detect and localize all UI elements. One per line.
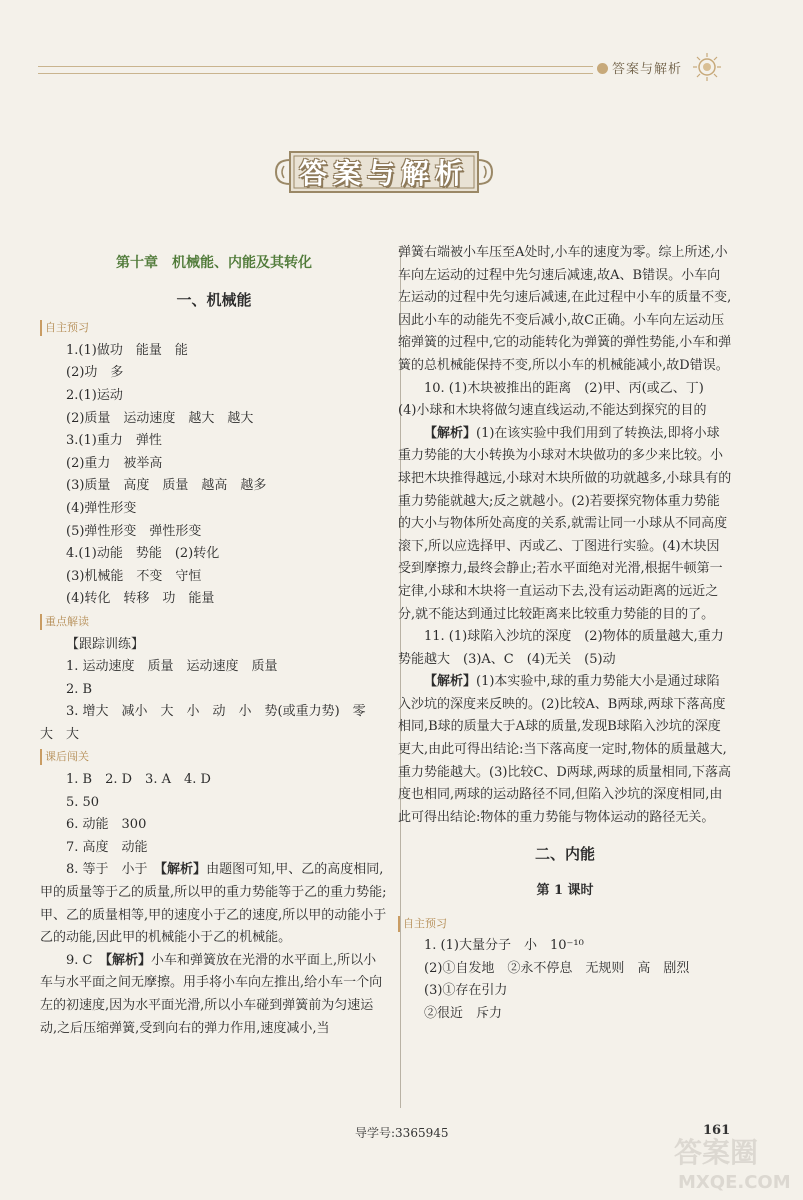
answer-paragraph: [40, 859, 388, 949]
analysis-tag: 【解析】: [160, 862, 207, 878]
lesson-title: 第 1 课时: [536, 883, 594, 899]
answer-line: 5. 50: [66, 794, 100, 810]
answer-line: (2)①自发地 ②永不停息 无规则 高 剧烈: [424, 960, 690, 976]
header-title: 答案与解析: [612, 62, 683, 77]
analysis-tag: 【解析】: [424, 425, 477, 441]
answer-line: ②很近 斥力: [424, 1006, 503, 1021]
answer-line: (4)弹性形变: [66, 500, 137, 516]
answer-line: 1.(1)做功 能量 能: [66, 342, 188, 358]
answer-line: 【跟踪训练】: [66, 636, 145, 652]
header-rule: [38, 66, 593, 74]
answer-line: 大 大: [40, 726, 80, 742]
section-tag: 课后闯关: [40, 749, 89, 765]
watermark-url: MXQE.COM: [678, 1172, 791, 1193]
header-bullet-icon: [597, 63, 608, 74]
right-column: [398, 242, 732, 1026]
sun-ornament-icon: [692, 52, 722, 82]
answer-line: 1. (1)大量分子 小 10⁻¹⁰: [424, 938, 584, 954]
answer-line: 1. B 2. D 3. A 4. D: [66, 772, 211, 788]
analysis-tag: 【解析】: [105, 952, 151, 968]
answer-line: (2)质量 运动速度 越大 越大: [66, 410, 254, 426]
section-tag: 重点解读: [40, 614, 89, 630]
answer-line: (3)质量 高度 质量 越高 越多: [66, 478, 267, 494]
answer-line: (2)重力 被举高: [66, 455, 163, 471]
answer-line: 4.(1)动能 势能 (2)转化: [66, 546, 220, 562]
left-column: [40, 252, 388, 1040]
answer-line: (4)转化 转移 功 能量: [66, 591, 215, 607]
guide-code: 导学号:3365945: [355, 1126, 449, 1140]
answer-line: 1. 运动速度 质量 运动速度 质量: [66, 659, 278, 675]
answer-line: 2. B: [66, 681, 93, 697]
answer-paragraph: 弹簧右端被小车压至A处时,小车的速度为零。综上所述,小车向左运动的过程中先匀速后减速,故A、B错误。小车向左运动的过程中先匀速后减速,在此过程中小车的质量不变,因此小车的动能先不变后减小,故C正确。小车向左运动压缩弹簧的过程中,它的动能转化为弹簧的弹性势能,小车和弹簧的总机械能保持不变,所以小车的机械能减小,故D错误。: [398, 245, 732, 373]
answer-line: (5)弹性形变 弹性形变: [66, 523, 202, 539]
section-title: 二、内能: [534, 845, 595, 864]
answer-paragraph: [398, 671, 732, 829]
answer-line: 2.(1)运动: [66, 387, 123, 403]
answer-line: 3. 增大 减小 大 小 动 小 势(或重力势) 零: [66, 704, 366, 720]
answer-paragraph: 11. (1)球陷入沙坑的深度 (2)物体的质量越大,重力势能越大 (3)A、C (4)无关 (5)动: [398, 629, 724, 667]
section-title: 一、机械能: [176, 290, 252, 309]
analysis-text: 小车和弹簧放在光滑的水平面上,所以小车与水平面之间无摩擦。用手将小车向左推出,给小车一个向左的初速度,因为水平面光滑,所以小车碰到弹簧前为匀速运动,之后压缩弹簧,受到向右的弹力作用,速度减小,当: [40, 952, 383, 1036]
answer-paragraph: 10. (1)木块被推出的距离 (2)甲、丙(或乙、丁) (4)小球和木块将做匀速直线运动,不能达到探究的目的: [398, 380, 717, 419]
answer-line: 3.(1)重力 弹性: [66, 433, 162, 449]
analysis-text: 由题图可知,甲、乙的高度相同,甲的质量等于乙的质量,所以甲的重力势能等于乙的重力势能;甲、乙的质量相等,甲的速度小于乙的速度,所以甲的动能小于乙的动能,因此甲的机械能小于乙的机械能。: [40, 862, 387, 946]
watermark-logo: [668, 1128, 798, 1194]
answer-text: 9. C: [66, 952, 106, 968]
chapter-title: 第十章 机械能、内能及其转化: [116, 255, 312, 271]
answer-text: 8. 等于 小于: [66, 862, 161, 878]
answer-line: (2)功 多: [66, 365, 124, 381]
answer-line: (3)①存在引力: [424, 983, 508, 999]
answer-paragraph: [40, 950, 388, 1040]
answer-line: 6. 动能 300: [66, 817, 147, 833]
page-title: 答案与解析: [298, 157, 469, 190]
section-tag: 自主预习: [398, 916, 447, 932]
page-number: 161: [703, 1123, 731, 1138]
answer-paragraph: [398, 423, 732, 626]
analysis-text: (1)在该实验中我们用到了转换法,即将小球重力势能的大小转换为小球对木块做功的多少来比较。小球把木块推得越远,小球对木块所做的功就越多,小球具有的重力势能就越大;反之就越小。(2)若要探究物体重力势能的大小与物体所处高度的关系,就需让同一小球从不同高度滚下,所以应选择甲、丙或乙、丁图进行实验。(4)木块因受到摩擦力,最终会静止;若水平面绝对光滑,根据牛顿第一定律,小球和木块将一直运动下去,没有运动距离的远近之分,就不能达到通过比较距离来比较重力势能的目的了。: [398, 425, 732, 622]
analysis-text: (1)本实验中,球的重力势能大小是通过球陷入沙坑的深度来反映的。(2)比较A、B两球,两球下落高度相同,B球的质量大于A球的质量,发现B球陷入沙坑的深度更大,由此可得出结论:当下落高度一定时,物体的质量越大,重力势能越大。(3)比较C、D两球,两球的质量相同,下落高度也相同,两球的运动路径不同,但陷入沙坑的深度相同,由此可得出结论:物体的重力势能与物体运动的路径无关。: [398, 674, 732, 825]
answer-line: (3)机械能 不变 守恒: [66, 568, 202, 584]
watermark-text: 答案圈: [674, 1136, 759, 1169]
answer-line: 7. 高度 动能: [66, 839, 148, 855]
analysis-tag: 【解析】: [424, 674, 477, 690]
section-tag: 自主预习: [40, 320, 89, 336]
